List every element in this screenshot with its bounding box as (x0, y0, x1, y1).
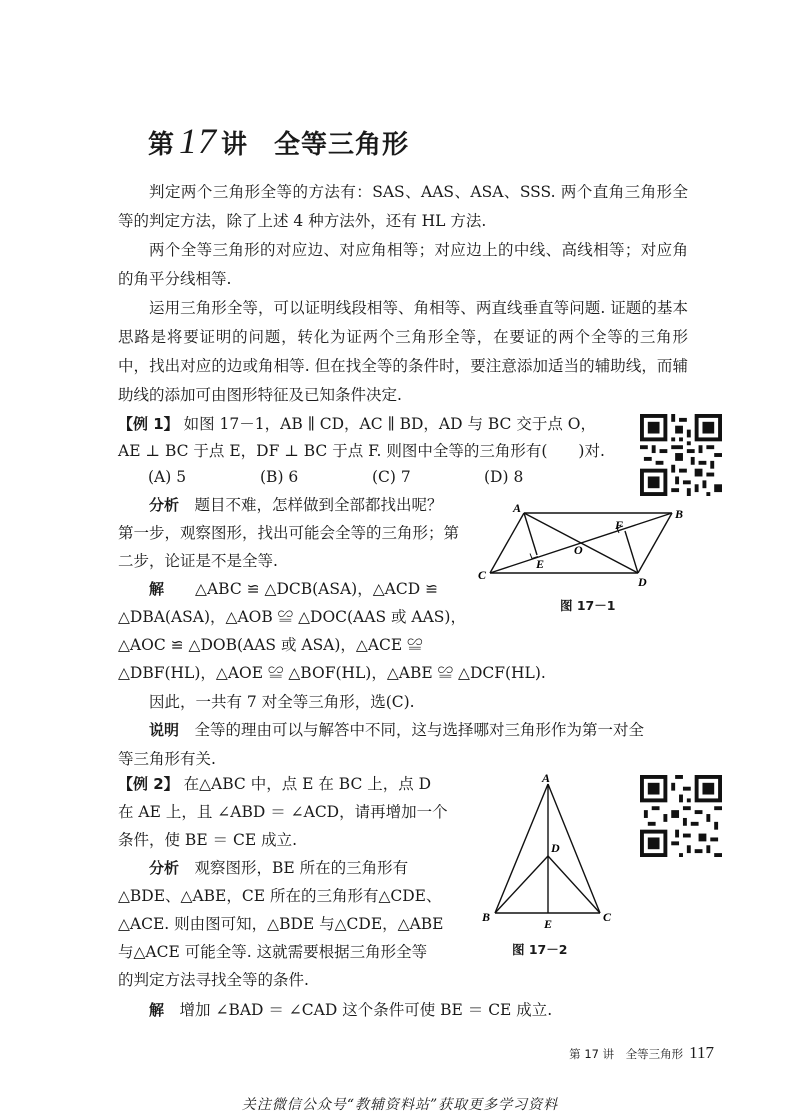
qr-code-icon[interactable] (640, 414, 722, 496)
analysis-line: 第一步，观察图形，找出可能会全等的三角形；第 (118, 524, 460, 542)
intro-paragraph: 两个全等三角形的对应边、对应角相等；对应边上的中线、高线相等；对应角的角平分线相等. (118, 241, 688, 288)
chapter-number: 17 (179, 121, 218, 161)
intro-paragraph: 判定两个三角形全等的方法有：SAS、AAS、ASA、SSS. 两个直角三角形全等的判定方法，除了上述 4 种方法外，还有 HL 方法. (118, 183, 688, 230)
example2-question-line: 在 AE 上，且 ∠ABD ＝ ∠ACD，请再增加一个 (118, 803, 448, 821)
point-d: D (638, 575, 647, 589)
watermark-text: 关注微信公众号“教辅资料站”获取更多学习资料 (241, 1097, 559, 1113)
example1-options (148, 463, 596, 492)
point-f: F (615, 518, 624, 532)
analysis-line: 分析 题目不难，怎样做到全部都找出呢？ (149, 496, 443, 514)
conclusion-line: 因此，一共有 7 对全等三角形，选(C). (149, 693, 415, 711)
page-number: 117 (689, 1043, 714, 1062)
analysis-line: △ACE. 则由图可知，△BDE 与△CDE，△ABE (118, 915, 444, 933)
segment-bd (495, 856, 548, 913)
example1-question-line: 如图 17－1，AB ∥ CD，AC ∥ BD，AD 与 BC 交于点 O， (183, 415, 596, 433)
point-a: A (513, 501, 522, 515)
point-o: O (574, 543, 583, 557)
chapter-prefix: 第 (148, 130, 176, 160)
example1-line (118, 410, 596, 439)
point-c: C (478, 568, 487, 582)
analysis-line: 的判定方法寻找全等的条件. (118, 971, 309, 989)
option-c: (C) 7 (372, 468, 411, 486)
solution-line: △DBA(ASA)，△AOB ≌ △DOC(AAS 或 AAS)， (118, 608, 466, 626)
chapter-title (148, 120, 409, 162)
solution-line: 解 △ABC ≌ △DCB(ASA)，△ACD ≌ (149, 580, 439, 598)
solution-line: 解 增加 ∠BAD ＝ ∠CAD 这个条件可使 BE ＝ CE 成立. (149, 1001, 553, 1019)
footer-chapter: 第 17 讲 全等三角形 (569, 1047, 684, 1061)
point-b: B (675, 507, 684, 521)
point-e: E (536, 557, 545, 571)
point-c: C (603, 910, 612, 924)
note-label: 说明 (149, 721, 180, 739)
option-a: (A) 5 (148, 468, 187, 486)
solution-line: △DBF(HL)，△AOE ≌ △BOF(HL)，△ABE ≌ △DCF(HL). (118, 664, 546, 682)
analysis-label: 分析 (149, 496, 180, 514)
option-d: (D) 8 (484, 468, 524, 486)
segment-cd (548, 856, 600, 913)
analysis-line: △BDE、△ABE，CE 所在的三角形有△CDE、 (118, 887, 442, 905)
example1-question-line: AE ⊥ BC 于点 E，DF ⊥ BC 于点 F. 则图中全等的三角形有( )对. (118, 442, 605, 460)
figure-17-2 (475, 770, 625, 930)
analysis-line: 与△ACE 可能全等. 这就需要根据三角形全等 (118, 943, 428, 961)
solution-label: 解 (149, 1001, 165, 1019)
analysis-line: 分析 观察图形，BE 所在的三角形有 (149, 859, 409, 877)
point-b: B (482, 910, 491, 924)
note-line: 等三角形有关. (118, 750, 216, 768)
analysis-line: 二步，论证是不是全等. (118, 552, 278, 570)
qr-code-icon[interactable] (640, 775, 722, 857)
figure-17-1 (470, 500, 700, 600)
chapter-suffix: 讲 (221, 130, 249, 160)
segment-ab (495, 784, 548, 913)
page-footer (569, 1043, 714, 1063)
example1-label: 【例 1】 (118, 415, 179, 433)
figure-caption: 图 17－1 (560, 598, 616, 613)
solution-line: △AOC ≌ △DOB(AAS 或 ASA)，△ACE ≌ (118, 636, 423, 654)
analysis-label: 分析 (149, 859, 180, 877)
note-line: 说明 全等的理由可以与解答中不同，这与选择哪对三角形作为第一对全 (149, 721, 645, 739)
point-e: E (544, 917, 553, 930)
intro-paragraph: 运用三角形全等，可以证明线段相等、角相等、两直线垂直等问题. 证题的基本思路是将要证明的问题，转化为证两个三角形全等，在要证的两个全等的三角形中，找出对应的边或角相等. 但在找全等的条件时，要注意添加适当的辅助线，而辅助线的添加可由图形特征及已知条件决定. (118, 299, 688, 404)
option-b: (B) 6 (260, 468, 299, 486)
point-a: A (542, 771, 551, 785)
example2-label: 【例 2】 (118, 775, 179, 793)
example2-question-line: 条件，使 BE ＝ CE 成立. (118, 831, 298, 849)
figure-caption: 图 17－2 (512, 942, 568, 957)
solution-label: 解 (149, 580, 165, 598)
chapter-topic: 全等三角形 (274, 130, 410, 160)
point-d: D (551, 841, 560, 855)
example2-line (118, 770, 431, 799)
example2-question-line: 在△ABC 中，点 E 在 BC 上，点 D (183, 775, 432, 793)
